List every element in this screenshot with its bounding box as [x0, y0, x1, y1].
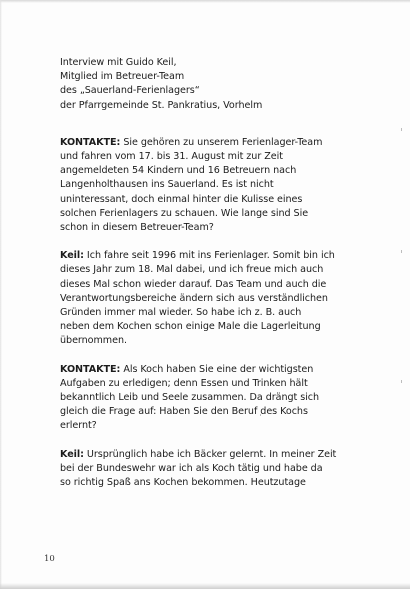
- question-paragraph: [60, 136, 390, 235]
- paragraph-line: bei der Bundeswehr war ich als Koch tätig und habe da: [60, 462, 323, 474]
- scan-edge-bottom: [0, 583, 410, 589]
- paragraph-line: gleich die Frage auf: Haben Sie den Beruf des Kochs: [60, 406, 308, 418]
- intro-line: der Pfarrgemeinde St. Pankratius, Vorhelm: [60, 99, 263, 111]
- scan-speck: [401, 250, 402, 253]
- answer-paragraph: [60, 249, 390, 348]
- intro-line: Mitglied im Betreuer-Team: [60, 71, 185, 83]
- paragraph-text: Sie gehören zu unserem Ferienlager-Team: [120, 136, 323, 148]
- paragraph-line: uninteressant, doch einmal hinter die Kulisse eines: [60, 193, 303, 205]
- paragraph-line: erlernt?: [60, 420, 97, 432]
- paragraph-line: übernommen.: [60, 335, 127, 347]
- speaker-label: KONTAKTE:: [60, 136, 121, 148]
- paragraph-line: und fahren vom 17. bis 31. August mit zur Zeit: [60, 151, 283, 163]
- paragraph-line: Aufgaben zu erledigen; denn Essen und Trinken hält: [60, 377, 308, 389]
- intro-line: des „Sauerland-Ferienlagers“: [60, 85, 200, 97]
- paragraph-line: [60, 249, 390, 263]
- intro-line: Interview mit Guido Keil,: [60, 57, 177, 68]
- scan-speck: [401, 380, 402, 383]
- paragraph-text: Ursprünglich habe ich Bäcker gelernt. In meiner Zeit: [83, 448, 337, 460]
- speaker-label: KONTAKTE:: [60, 363, 121, 375]
- paragraph-line: [60, 448, 390, 462]
- speaker-label: Keil:: [60, 250, 84, 262]
- paragraph-line: Langenholthausen ins Sauerland. Es ist nicht: [60, 179, 274, 191]
- scan-edge-left: [0, 0, 2, 589]
- interview-header: [60, 56, 390, 113]
- paragraph-line: schon in diesem Betreuer-Team?: [60, 222, 214, 234]
- scan-speck: [401, 128, 402, 131]
- paragraph-line: dieses Mal schon wieder darauf. Das Team und auch die: [60, 278, 327, 290]
- paragraph-line: angemeldeten 54 Kindern und 16 Betreuern nach: [60, 165, 297, 177]
- paragraph-text: Als Koch haben Sie eine der wichtigsten: [120, 363, 314, 375]
- article-body: [60, 56, 390, 490]
- paragraph-line: neben dem Kochen schon einige Male die Lagerleitung: [60, 321, 321, 333]
- scan-edge-top: [0, 0, 410, 3]
- page-number: 10: [44, 554, 55, 564]
- paragraph-line: Gründen immer mal wieder. So habe ich z. B. auch: [60, 307, 302, 319]
- paragraph-line: bekanntlich Leib und Seele zusammen. Da drängt sich: [60, 392, 320, 404]
- question-paragraph: [60, 363, 390, 434]
- paragraph-line: [60, 363, 390, 377]
- answer-paragraph: [60, 448, 390, 491]
- paragraph-line: dieses Jahr zum 18. Mal dabei, und ich freue mich auch: [60, 264, 324, 276]
- paragraph-text: Ich fahre seit 1996 mit ins Ferienlager. Somit bin ich: [83, 250, 335, 262]
- paragraph-line: so richtig Spaß ans Kochen bekommen. Heutzutage: [60, 477, 306, 489]
- paragraph-line: Verantwortungsbereiche ändern sich aus verständlichen: [60, 292, 328, 304]
- paragraph-line: [60, 136, 390, 150]
- paragraph-line: solchen Ferienlagers zu schauen. Wie lange sind Sie: [60, 207, 309, 219]
- speaker-label: Keil:: [60, 448, 84, 460]
